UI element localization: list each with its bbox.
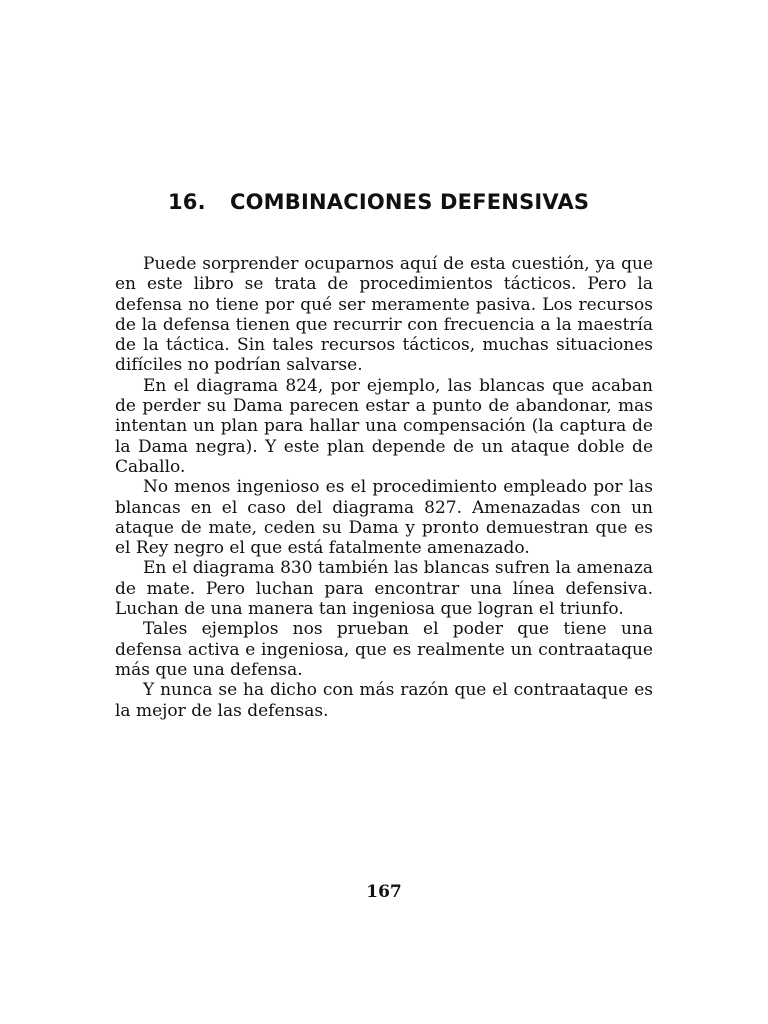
chapter-heading [168,190,628,214]
chapter-body [115,254,653,721]
paragraph: Puede sorprender ocuparnos aquí de esta cuestión, ya que en este libro se trata de procedimientos tácticos. Pero la defensa no tiene por qué ser meramente pasiva. Los recursos de la defensa tienen que recurrir con frecuencia a la maestría de la táctica. Sin tales recursos tácticos, muchas situaciones difíciles no podrían salvarse. [115,254,653,376]
chapter-title: COMBINACIONES DEFENSIVAS [230,190,590,214]
paragraph: Tales ejemplos nos prueban el poder que tiene una defensa activa e ingeniosa, que es realmente un contraataque más que una defensa. [115,619,653,680]
page-number: 167 [366,882,402,902]
chapter-number: 16. [168,190,206,214]
paragraph: No menos ingenioso es el procedimiento empleado por las blancas en el caso del diagrama 827. Amenazadas con un ataque de mate, ceden su Dama y pronto demuestran que es el Rey negro el que está fatalmente amenazado. [115,477,653,559]
paragraph: En el diagrama 824, por ejemplo, las blancas que acaban de perder su Dama parecen estar a punto de abandonar, mas intentan un plan para hallar una compensación (la captura de la Dama negra). Y este plan depende de un ataque doble de Caballo. [115,375,653,477]
paragraph: En el diagrama 830 también las blancas sufren la amenaza de mate. Pero luchan para encontrar una línea defensiva. Luchan de una manera tan ingeniosa que logran el triunfo. [115,558,653,620]
paragraph: Y nunca se ha dicho con más razón que el contraataque es la mejor de las defensas. [115,680,653,721]
